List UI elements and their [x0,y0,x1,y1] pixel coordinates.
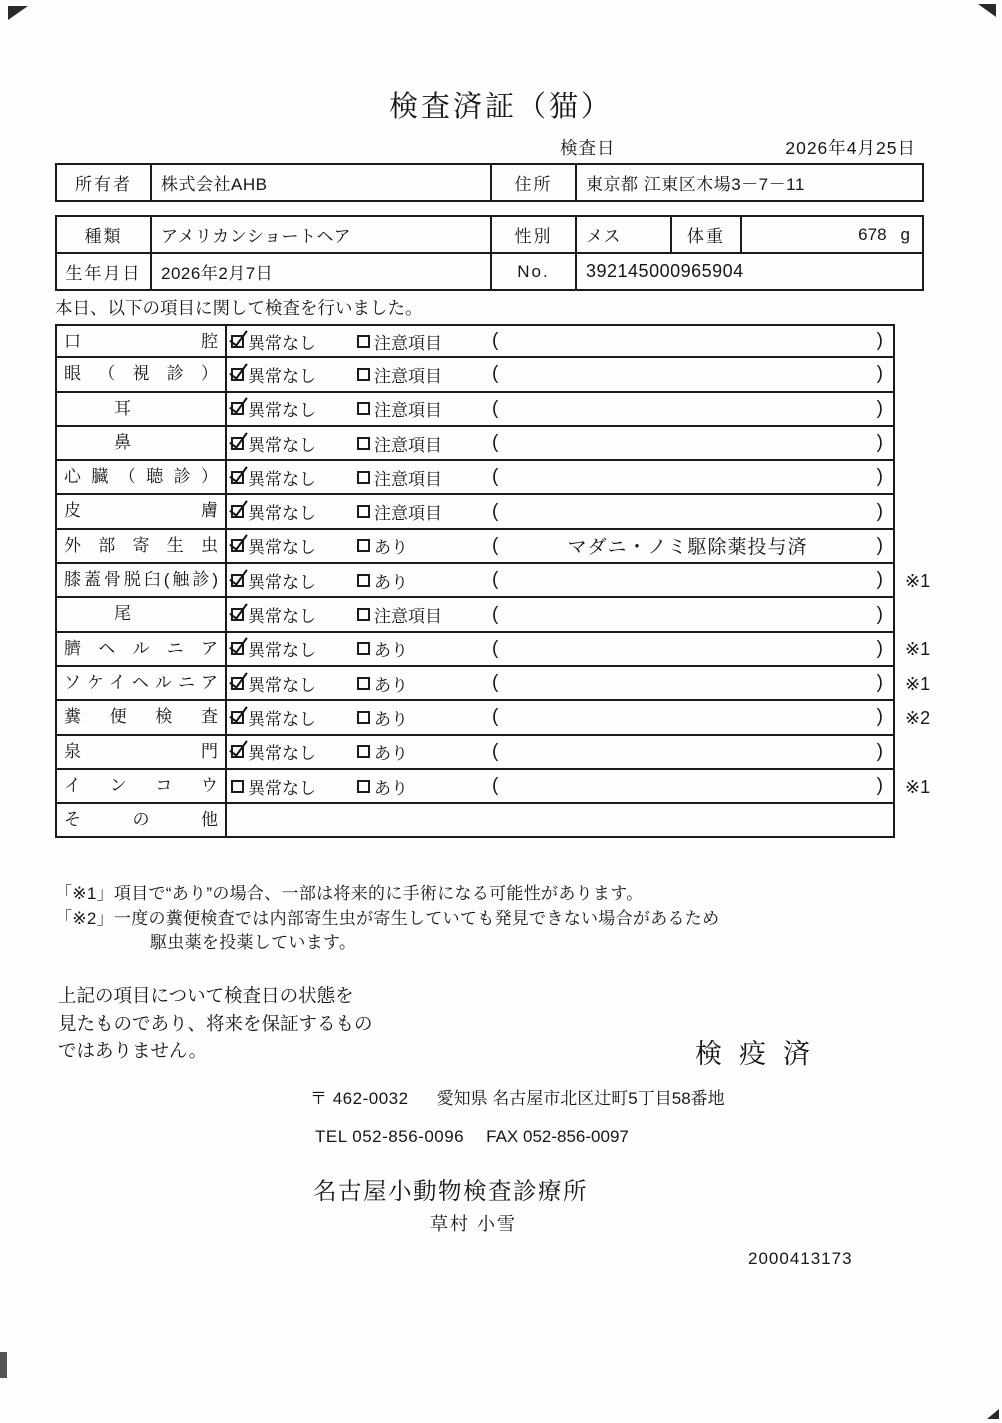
veterinarian-name: 草村 小雪 [430,1214,518,1234]
exam-item-content [225,667,895,701]
no-abnormality-label: 異常なし [248,572,316,592]
pet-row-2 [57,254,924,291]
checkbox-checked-icon [231,745,244,758]
footnote-ref: ※1 [905,639,931,660]
serial-number: 2000413173 [748,1249,853,1268]
footnote-ref: ※1 [905,673,931,694]
footnote-2: 「※2」一度の糞便検査では内部寄生虫が寄生していても発見できない場合があるため [55,909,720,928]
exam-item-content [225,324,895,358]
paren-close: ) [876,706,883,728]
paren-open: ( [492,672,499,694]
remarks-field [492,363,893,385]
no-abnormality-label: 異常なし [248,675,316,695]
no-abnormality-option [231,329,357,354]
checkbox-unchecked-icon [357,539,370,552]
checkbox-checked-icon [231,471,244,484]
exam-item-content [225,736,895,770]
checkbox-unchecked-icon [357,335,370,348]
paren-open: ( [492,740,499,762]
no-label: No. [492,254,577,291]
no-abnormality-label: 異常なし [248,607,316,627]
exam-date-label: 検査日 [560,138,616,158]
checkbox-checked-icon [231,574,244,587]
no-abnormality-option [231,465,357,490]
owner-table [55,163,924,202]
exam-item-label: 糞便検査 [55,701,225,735]
checkbox-checked-icon [231,539,244,552]
breed-value: アメリカンショートヘア [152,217,492,254]
paren-close: ) [876,330,883,352]
paren-open: ( [492,500,499,522]
footnote-ref [895,495,947,529]
caution-label: 注意項目 [374,366,442,386]
exam-item-label: 尾 [55,598,225,632]
checkbox-unchecked-icon [357,780,370,793]
clinic-tel: TEL 052-856-0096 [315,1127,465,1146]
exam-item-label: 臍ヘルニア [55,633,225,667]
exam-item-content [225,427,895,461]
exam-item-content [225,393,895,427]
scan-artifact [978,4,996,17]
exam-item-label: その他 [55,804,225,838]
paren-open: ( [492,432,499,454]
no-abnormality-label: 異常なし [248,778,316,798]
no-abnormality-option [231,533,357,558]
paren-close: ) [876,534,883,556]
footnote-ref [895,736,947,770]
checkbox-unchecked-icon [357,574,370,587]
paren-open: ( [492,603,499,625]
no-abnormality-label: 異常なし [248,744,316,764]
paren-open: ( [492,637,499,659]
remarks-field [492,432,893,454]
caution-option [357,362,492,387]
caution-label: あり [374,675,408,695]
no-abnormality-option [231,602,357,627]
weight-label: 体重 [672,217,742,254]
birth-label: 生年月日 [57,254,152,291]
exam-item-content [225,770,895,804]
exam-item-content [225,564,895,598]
caution-option [357,431,492,456]
remarks-field [492,466,893,488]
exam-date-row [55,135,922,160]
paren-open: ( [492,363,499,385]
remarks-field [492,604,893,626]
disclaimer-line: 上記の項目について検査日の状態を [58,985,354,1006]
no-abnormality-option [231,705,357,730]
no-abnormality-option [231,636,357,661]
exam-item-label: 心臓（聴診） [55,461,225,495]
paren-open: ( [492,330,499,352]
no-abnormality-label: 異常なし [248,366,316,386]
checkbox-checked-icon [231,437,244,450]
exam-item-content [225,358,895,392]
caution-option [357,568,492,593]
disclaimer-line: ではありません。 [58,1040,208,1061]
exam-item-label: 膝蓋骨脱臼(触診) [55,564,225,598]
checkbox-unchecked-icon [357,505,370,518]
checkbox-unchecked-icon [357,745,370,758]
caution-option [357,602,492,627]
exam-item-label: 皮膚 [55,495,225,529]
caution-label: 注意項目 [374,607,442,627]
no-abnormality-label: 異常なし [248,538,316,558]
no-abnormality-label: 異常なし [248,333,316,353]
caution-option [357,671,492,696]
checkbox-checked-icon [231,677,244,690]
checkbox-unchecked-icon [357,608,370,621]
footnote-ref [895,358,947,392]
exam-row [55,804,947,838]
no-abnormality-option [231,774,357,799]
no-abnormality-label: 異常なし [248,641,316,661]
checkbox-checked-icon [231,402,244,415]
caution-label: 注意項目 [374,469,442,489]
page-title: 検査済証（猫） [388,91,613,123]
caution-label: あり [374,744,408,764]
remarks-field [492,398,893,420]
caution-option [357,705,492,730]
exam-row [55,770,947,804]
paren-close: ) [876,500,883,522]
scan-artifact [8,6,28,20]
no-abnormality-label: 異常なし [248,401,316,421]
exam-row [55,530,947,564]
pet-row-1 [57,217,924,254]
exam-row [55,427,947,461]
paren-close: ) [876,432,883,454]
footnote-2-cont: 駆虫薬を投薬しています。 [150,933,357,952]
exam-row [55,495,947,529]
paren-open: ( [492,397,499,419]
exam-row [55,701,947,735]
remarks-field [492,706,893,728]
footnote-ref [895,427,947,461]
footnote-ref [895,324,947,358]
exam-item-label: ソケイヘルニア [55,667,225,701]
clinic-contact-row [315,1127,629,1147]
clinic-address-row [310,1084,725,1109]
no-abnormality-option [231,499,357,524]
caution-label: 注意項目 [374,435,442,455]
remarks-text: マダニ・ノミ駆除薬投与済 [567,537,808,559]
no-abnormality-option [231,362,357,387]
scan-artifact [0,1352,7,1378]
paren-close: ) [876,637,883,659]
caution-option [357,499,492,524]
weight-unit: g [900,224,910,244]
exam-row [55,667,947,701]
caution-label: 注意項目 [374,504,442,524]
footnote-ref: ※1 [905,776,931,797]
remarks-field [492,532,893,559]
paren-open: ( [492,534,499,556]
remarks-field [492,330,893,352]
checkbox-checked-icon [231,335,244,348]
address-label: 住所 [492,165,577,202]
checkbox-checked-icon [231,642,244,655]
paren-close: ) [876,603,883,625]
checkbox-unchecked-icon [357,437,370,450]
intro-text: 本日、以下の項目に関して検査を行いました。 [55,298,423,318]
checkbox-checked-icon [231,505,244,518]
exam-row [55,461,947,495]
exam-item-label: 眼（視診） [55,358,225,392]
no-abnormality-label: 異常なし [248,435,316,455]
paren-open: ( [492,706,499,728]
no-abnormality-label: 異常なし [248,709,316,729]
checkbox-unchecked-icon [357,642,370,655]
no-abnormality-label: 異常なし [248,469,316,489]
checkbox-unchecked-icon [357,368,370,381]
sex-label: 性別 [492,217,577,254]
footnote-ref [895,530,947,564]
weight-value: 678 [858,224,887,244]
no-value: 392145000965904 [577,254,924,291]
caution-label: あり [374,572,408,592]
no-abnormality-option [231,739,357,764]
exam-row [55,633,947,667]
checkbox-checked-icon [231,608,244,621]
caution-label: あり [374,538,408,558]
exam-item-content [225,804,895,838]
exam-item-content [225,461,895,495]
disclaimer-line: 見たものであり、将来を保証するもの [58,1012,373,1034]
quarantine-stamp: 検疫済 [695,1039,827,1069]
disclaimer [58,982,373,1065]
owner-value: 株式会社AHB [152,165,492,202]
checkbox-checked-icon [231,368,244,381]
exam-date-value: 2026年4月25日 [785,138,916,158]
exam-row [55,736,947,770]
caution-option [357,774,492,799]
exam-item-label: 口腔 [55,324,225,358]
clinic-fax: FAX 052-856-0097 [486,1127,629,1146]
footnote-ref [895,804,947,838]
paren-close: ) [876,397,883,419]
caution-option [357,465,492,490]
caution-label: 注意項目 [374,333,442,353]
caution-label: あり [374,641,408,661]
clinic-name: 名古屋小動物検査診療所 [313,1178,588,1204]
no-abnormality-option [231,671,357,696]
footnote-ref: ※2 [905,707,931,728]
breed-label: 種類 [57,217,152,254]
no-abnormality-option [231,568,357,593]
paren-close: ) [876,466,883,488]
paren-open: ( [492,466,499,488]
exam-row [55,324,947,358]
no-abnormality-option [231,396,357,421]
owner-row [57,165,924,202]
owner-label: 所有者 [57,165,152,202]
caution-option [357,636,492,661]
footnote-ref [895,393,947,427]
footnote-ref [895,461,947,495]
remarks-field [492,672,893,694]
paren-close: ) [876,775,883,796]
checkbox-unchecked-icon [357,711,370,724]
caution-option [357,329,492,354]
weight-cell [742,217,924,254]
exam-item-content [225,701,895,735]
remarks-field [492,638,893,660]
remarks-field [492,775,893,797]
exam-row [55,358,947,392]
remarks-field [492,569,893,591]
exam-item-label: 泉門 [55,736,225,770]
caution-label: 注意項目 [374,401,442,421]
exam-item-label: 外部寄生虫 [55,530,225,564]
remarks-field [492,741,893,763]
caution-option [357,739,492,764]
exam-item-label: 耳 [55,393,225,427]
exam-table [55,324,947,838]
clinic-address: 愛知県 名古屋市北区辻町5丁目58番地 [436,1089,725,1108]
remarks-field [492,501,893,523]
paren-close: ) [876,672,883,694]
pet-table [55,215,924,291]
exam-item-label: インコウ [55,770,225,804]
exam-item-content [225,495,895,529]
paren-open: ( [492,775,499,796]
paren-close: ) [876,363,883,385]
exam-row [55,393,947,427]
checkbox-checked-icon [231,711,244,724]
birth-value: 2026年2月7日 [152,254,492,291]
no-abnormality-option [231,431,357,456]
caution-option [357,533,492,558]
checkbox-unchecked-icon [357,402,370,415]
exam-item-content [225,530,895,564]
exam-row [55,598,947,632]
paren-close: ) [876,569,883,591]
exam-item-label: 鼻 [55,427,225,461]
footnote-ref [895,598,947,632]
footnote-ref: ※1 [905,570,931,591]
sex-value: メス [577,217,672,254]
paren-open: ( [492,569,499,591]
scan-artifact [987,1409,999,1419]
address-value: 東京都 江東区木場3－7－11 [577,165,924,202]
postal-code: 〒 462-0032 [310,1089,409,1108]
caution-label: あり [374,709,408,729]
exam-row [55,564,947,598]
checkbox-unchecked-icon [231,780,244,793]
paren-close: ) [876,740,883,762]
caution-label: あり [374,778,408,798]
caution-option [357,396,492,421]
checkbox-unchecked-icon [357,471,370,484]
checkbox-unchecked-icon [357,677,370,690]
exam-item-content [225,598,895,632]
no-abnormality-label: 異常なし [248,504,316,524]
footnote-1: 「※1」項目で“あり”の場合、一部は将来的に手術になる可能性があります。 [55,884,644,903]
exam-item-content [225,633,895,667]
